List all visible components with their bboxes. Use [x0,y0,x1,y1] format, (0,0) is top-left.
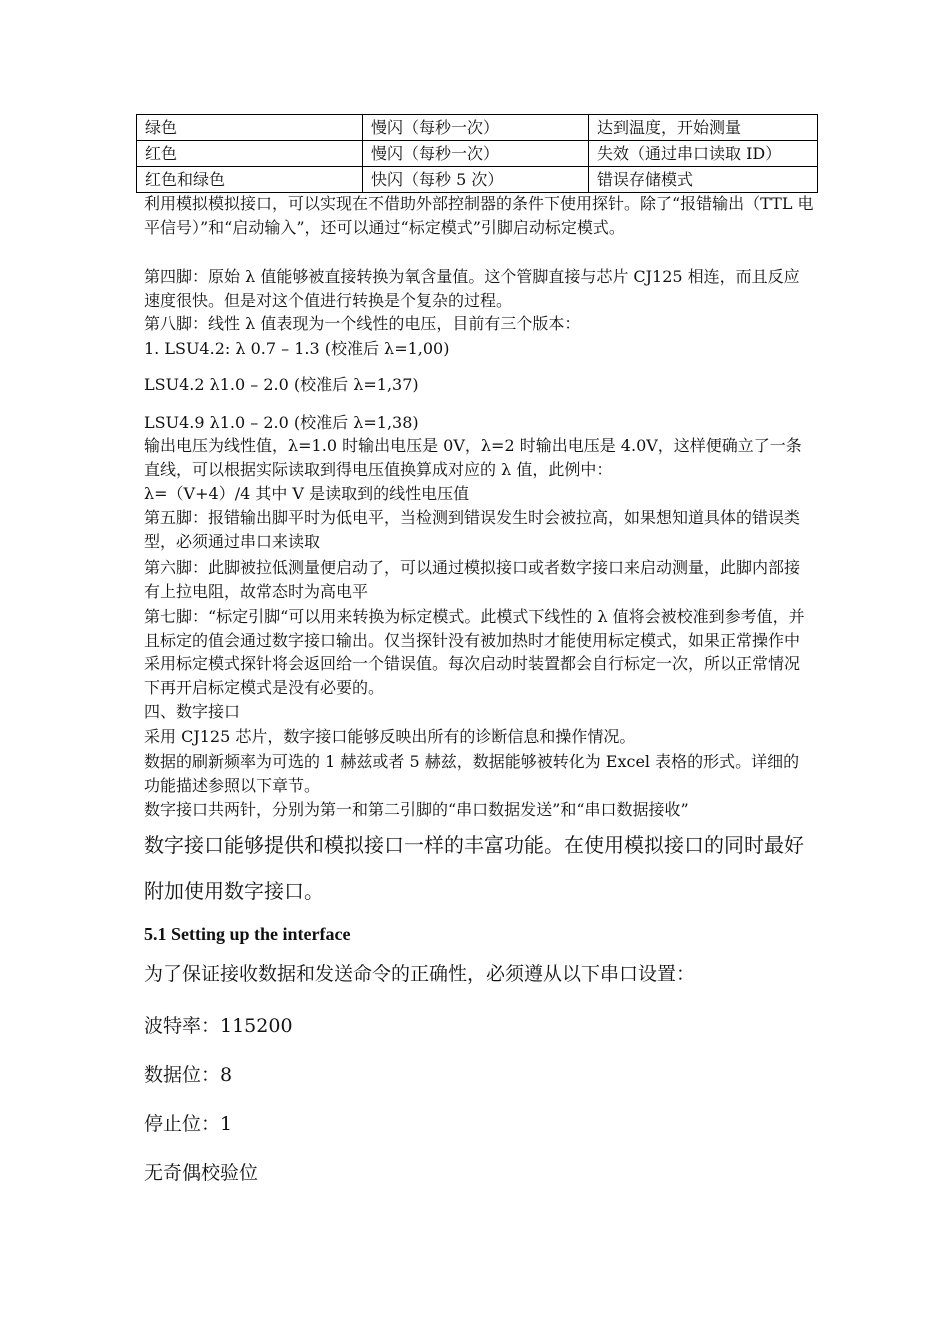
version-item-3: LSU4.9 λ1.0 – 2.0 (校准后 λ=1,38) [144,413,419,432]
table-cell: 慢闪（每秒一次） [363,141,589,167]
paragraph-serial-settings: 为了保证接收数据和发送命令的正确性，必须遵从以下串口设置： [144,963,696,985]
table-row [137,167,818,193]
table-cell: 快闪（每秒 5 次） [363,167,589,193]
paragraph-output-voltage: 输出电压为线性值，λ=1.0 时输出电压是 0V，λ=2 时输出电压是 4.0V，这样便确立了一条直线，可以根据实际读取到得电压值换算成对应的 λ 值，此例中： [144,436,802,479]
table-cell: 失效（通过串口读取 ID） [589,141,818,167]
setting-stop-bits: 停止位：1 [144,1113,233,1135]
paragraph-cj125: 采用 CJ125 芯片，数字接口能够反映出所有的诊断信息和操作情况。 [144,727,636,746]
section-heading-digital-interface: 四、数字接口 [144,702,241,721]
led-status-table [136,114,818,193]
paragraph-pin6: 第六脚：此脚被拉低测量便启动了，可以通过模拟接口或者数字接口来启动测量，此脚内部接有上拉电阻，故常态时为高电平 [144,558,801,601]
paragraph-pin5: 第五脚：报错输出脚平时为低电平，当检测到错误发生时会被拉高，如果想知道具体的错误类型，必须通过串口来读取 [144,508,801,551]
table-cell: 错误存储模式 [589,167,818,193]
paragraph-analog-interface: 利用模拟模拟接口，可以实现在不借助外部控制器的条件下使用探针。除了“报错输出（TTL 电平信号）”和“启动输入”，还可以通过“标定模式”引脚启动标定模式。 [144,194,814,237]
paragraph-digital-pins: 数字接口共两针，分别为第一和第二引脚的“串口数据发送”和“串口数据接收” [144,800,689,819]
version-item-1: 1. LSU4.2: λ 0.7 – 1.3 (校准后 λ=1,00) [144,339,450,358]
paragraph-pin8: 第八脚：线性 λ 值表现为一个线性的电压，目前有三个版本： [144,314,581,333]
table-cell: 绿色 [137,115,363,141]
table-row [137,141,818,167]
paragraph-pin4: 第四脚：原始 λ 值能够被直接转换为氧含量值。这个管脚直接与芯片 CJ125 相连，而且反应速度很快。但是对这个值进行转换是个复杂的过程。 [144,267,800,310]
paragraph-refresh-rate: 数据的刷新频率为可选的 1 赫兹或者 5 赫兹，数据能够被转化为 Excel 表格的形式。详细的功能描述参照以下章节。 [144,752,800,795]
paragraph-digital-features: 数字接口能够提供和模拟接口一样的丰富功能。在使用模拟接口的同时最好附加使用数字接口。 [144,833,804,903]
setting-baud-rate: 波特率：115200 [144,1015,293,1037]
version-item-2: LSU4.2 λ1.0 – 2.0 (校准后 λ=1,37) [144,375,419,394]
paragraph-pin7: 第七脚：“标定引脚“可以用来转换为标定模式。此模式下线性的 λ 值将会被校准到参考值，并且标定的值会通过数字接口输出。仅当探针没有被加热时才能使用标定模式，如果正常操作中采用标定模式探针将会返回给一个错误值。每次启动时装置都会自行标定一次，所以正常情况下再开启标定模式是没有必要的。 [144,607,805,697]
setting-data-bits: 数据位：8 [144,1064,233,1086]
table-cell: 红色 [137,141,363,167]
table-row [137,115,818,141]
table-cell: 红色和绿色 [137,167,363,193]
formula-line: λ=（V+4）/4 其中 V 是读取到的线性电压值 [144,484,470,503]
section-heading-5-1: 5.1 Setting up the interface [144,924,351,944]
table-cell: 达到温度，开始测量 [589,115,818,141]
setting-parity: 无奇偶校验位 [144,1162,259,1184]
table-cell: 慢闪（每秒一次） [363,115,589,141]
